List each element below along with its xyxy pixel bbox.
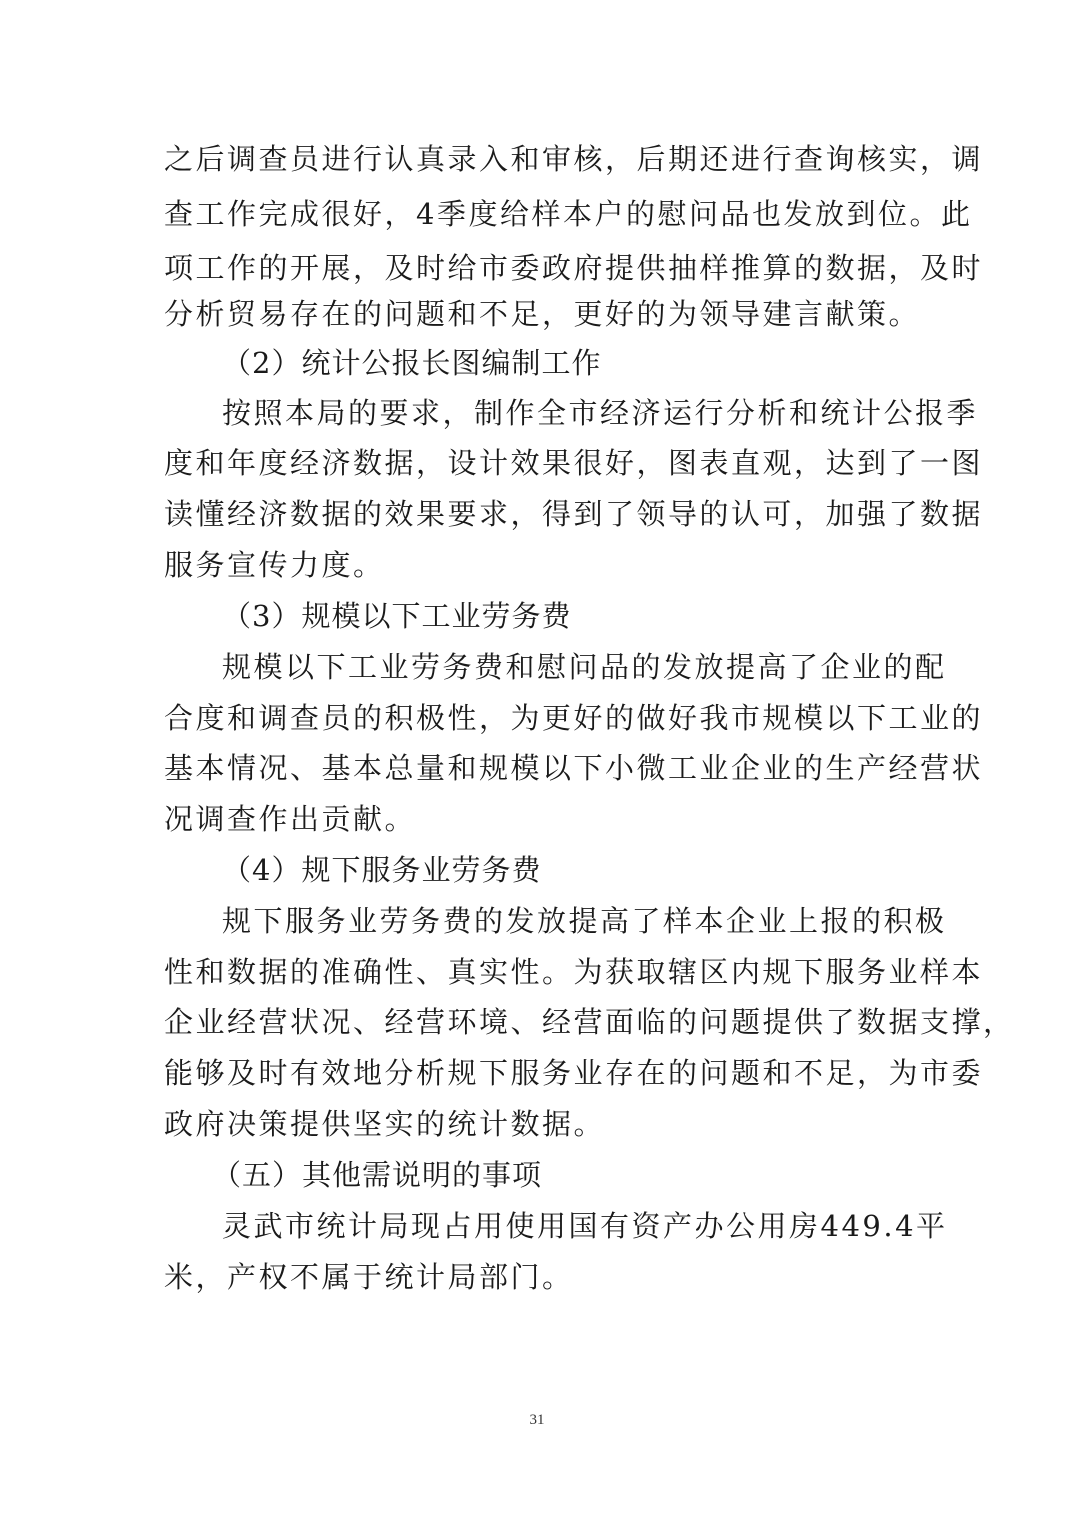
- section-heading: （4）规下服务业劳务费: [222, 853, 542, 887]
- paragraph-line: 政府决策提供坚实的统计数据。: [164, 1107, 606, 1141]
- section-heading: （3）规模以下工业劳务费: [222, 599, 572, 633]
- paragraph-line: 读懂经济数据的效果要求，得到了领导的认可，加强了数据: [164, 497, 984, 531]
- paragraph-line: 米，产权不属于统计局部门。: [164, 1260, 574, 1294]
- paragraph-line: 合度和调查员的积极性，为更好的做好我市规模以下工业的: [164, 701, 984, 735]
- paragraph-line: 规模以下工业劳务费和慰问品的发放提高了企业的配: [222, 650, 947, 684]
- paragraph-line: 况调查作出贡献。: [164, 802, 417, 836]
- paragraph-line: 灵武市统计局现占用使用国有资产办公用房449.4平: [222, 1209, 948, 1243]
- paragraph-line: 查工作完成很好，4季度给样本户的慰问品也发放到位。此: [164, 197, 973, 231]
- paragraph-line: 能够及时有效地分析规下服务业存在的问题和不足，为市委: [164, 1056, 984, 1090]
- paragraph-line: 分析贸易存在的问题和不足，更好的为领导建言献策。: [164, 297, 921, 331]
- section-heading: （五）其他需说明的事项: [212, 1158, 543, 1192]
- paragraph-line: 项工作的开展，及时给市委政府提供抽样推算的数据，及时: [164, 251, 984, 285]
- paragraph-line: 规下服务业劳务费的发放提高了样本企业上报的积极: [222, 904, 947, 938]
- paragraph-line: 性和数据的准确性、真实性。为获取辖区内规下服务业样本: [164, 955, 984, 989]
- paragraph-line: 按照本局的要求，制作全市经济运行分析和统计公报季: [222, 396, 979, 430]
- paragraph-line: 度和年度经济数据，设计效果很好，图表直观，达到了一图: [164, 446, 984, 480]
- paragraph-line: 服务宣传力度。: [164, 548, 385, 582]
- paragraph-line: 企业经营状况、经营环境、经营面临的问题提供了数据支撑，: [164, 1005, 1015, 1039]
- paragraph-line: 基本情况、基本总量和规模以下小微工业企业的生产经营状: [164, 751, 984, 785]
- section-heading: （2）统计公报长图编制工作: [222, 346, 602, 380]
- paragraph-line: 之后调查员进行认真录入和审核，后期还进行查询核实，调: [164, 142, 984, 176]
- page-number: 31: [529, 1412, 545, 1428]
